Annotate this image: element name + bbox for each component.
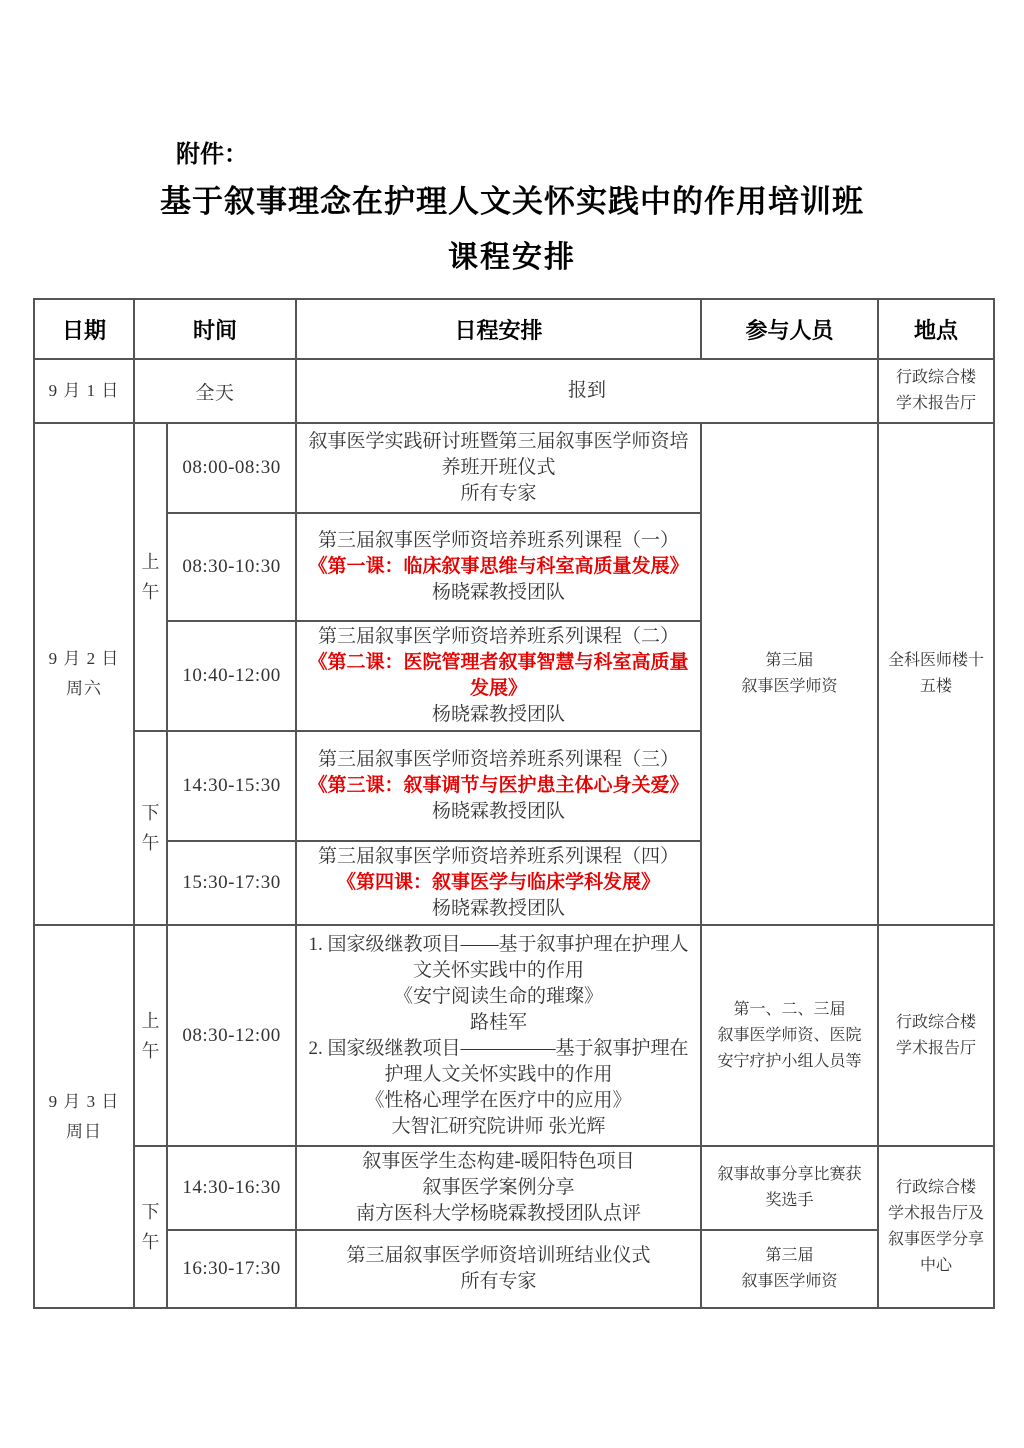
schedule-line: 大智汇研究院讲师 张光辉 [391, 1115, 606, 1137]
cell-schedule [296, 513, 701, 621]
cell-schedule [296, 621, 701, 731]
schedule-line-course-title: 《第二课：医院管理者叙事智慧与科室高质量发展》 [308, 652, 689, 699]
row-sep3-3 [34, 1230, 994, 1308]
cell-am-sep3: 上午 [134, 925, 167, 1146]
cell-time: 15:30-17:30 [167, 841, 296, 925]
schedule-line-course-title: 《第四课：叙事医学与临床学科发展》 [337, 872, 661, 893]
participants-line: 奖选手 [765, 1192, 814, 1209]
location-line: 学术报告厅 [896, 395, 977, 412]
schedule-line: 南方医科大学杨晓霖教授团队点评 [356, 1203, 642, 1224]
cell-am-sep2: 上午 [134, 423, 167, 731]
cell-time: 14:30-16:30 [167, 1146, 296, 1230]
cell-date-sep3 [34, 925, 134, 1308]
location-line: 行政综合楼 [896, 369, 977, 386]
row-sep2-1 [34, 423, 994, 513]
cell-time: 08:00-08:30 [167, 423, 296, 513]
cell-pm-sep2: 下午 [134, 731, 167, 925]
header-schedule: 日程安排 [296, 299, 701, 359]
cell-schedule [296, 731, 701, 841]
location-line: 叙事医学分享 [888, 1231, 985, 1248]
schedule-line: 第三届叙事医学师资培养班系列课程（三） [318, 749, 680, 770]
page-subtitle: 课程安排 [448, 241, 576, 274]
schedule-line: 1. 国家级继教项目——基于叙事护理在护理人文关怀实践中的作用 [308, 933, 689, 981]
cell-time: 16:30-17:30 [167, 1230, 296, 1308]
cell-participants [701, 1230, 878, 1308]
cell-location-sep3-pm [878, 1146, 994, 1308]
schedule-line: 杨晓霖教授团队 [432, 898, 566, 919]
attachment-label: 附件： [176, 141, 248, 168]
schedule-line-course-title: 《第三课：叙事调节与医护患主体心身关爱》 [308, 775, 689, 796]
schedule-line: 叙事医学实践研讨班暨第三届叙事医学师资培养班开班仪式 [308, 431, 689, 478]
date-line: 周日 [66, 1121, 102, 1141]
cell-schedule [296, 1146, 701, 1230]
schedule-line: 2. 国家级继教项目—————基于叙事护理在护理人文关怀实践中的作用 [308, 1037, 689, 1085]
cell-schedule [296, 1230, 701, 1308]
schedule-line: 杨晓霖教授团队 [432, 704, 566, 725]
location-line: 行政综合楼 [896, 1013, 977, 1031]
schedule-line: 杨晓霖教授团队 [432, 801, 566, 822]
page-title: 基于叙事理念在护理人文关怀实践中的作用培训班 [160, 184, 864, 219]
participants-line: 叙事医学师资、医院 [717, 1026, 862, 1044]
cell-pm-sep3: 下午 [134, 1146, 167, 1308]
cell-date-sep2 [34, 423, 134, 925]
schedule-line: 路桂军 [470, 1011, 528, 1033]
cell-schedule [296, 925, 701, 1146]
cell-time-sep1: 全天 [134, 359, 296, 423]
header-time: 时间 [134, 299, 296, 359]
date-line: 周六 [66, 679, 102, 698]
cell-schedule [296, 423, 701, 513]
cell-time: 10:40-12:00 [167, 621, 296, 731]
schedule-line: 所有专家 [460, 1271, 537, 1292]
date-line: 9 月 3 日 [48, 1091, 120, 1111]
location-line: 中心 [920, 1257, 953, 1274]
schedule-line: 《安宁阅读生命的璀璨》 [394, 985, 604, 1007]
schedule-table [33, 298, 995, 1309]
schedule-line: 《性格心理学在医疗中的应用》 [365, 1089, 632, 1111]
cell-time: 14:30-15:30 [167, 731, 296, 841]
participants-line: 安宁疗护小组人员等 [717, 1052, 862, 1070]
schedule-line: 第三届叙事医学师资培养班系列课程（一） [318, 530, 680, 551]
schedule-line: 第三届叙事医学师资培训班结业仪式 [346, 1245, 651, 1266]
participants-line: 第三届 [765, 652, 814, 669]
schedule-line: 第三届叙事医学师资培养班系列课程（四） [318, 846, 680, 867]
header-participants: 参与人员 [701, 299, 878, 359]
cell-schedule [296, 841, 701, 925]
row-sep3-1 [34, 925, 994, 1146]
participants-line: 叙事医学师资 [741, 678, 838, 695]
header-date: 日期 [34, 299, 134, 359]
location-line: 行政综合楼 [896, 1179, 977, 1196]
cell-location-sep2: 全科医师楼十五楼 [878, 423, 994, 925]
cell-time: 08:30-10:30 [167, 513, 296, 621]
schedule-line: 第三届叙事医学师资培养班系列课程（二） [318, 626, 680, 647]
schedule-line: 所有专家 [460, 483, 537, 504]
location-line: 学术报告厅 [896, 1039, 977, 1057]
schedule-line-course-title: 《第一课：临床叙事思维与科室高质量发展》 [308, 556, 689, 577]
participants-line: 叙事医学师资 [741, 1273, 838, 1290]
cell-participants [701, 1146, 878, 1230]
cell-schedule-sep1: 报到 [296, 359, 878, 423]
location-line: 学术报告厅及 [888, 1205, 985, 1222]
participants-line: 第一、二、三届 [733, 1000, 846, 1018]
cell-participants-sep2 [701, 423, 878, 925]
schedule-line: 叙事医学案例分享 [422, 1177, 575, 1198]
cell-location-sep1 [878, 359, 994, 423]
cell-location [878, 925, 994, 1146]
participants-line: 第三届 [765, 1247, 814, 1264]
participants-line: 叙事故事分享比赛获 [717, 1166, 862, 1183]
cell-participants [701, 925, 878, 1146]
schedule-line: 杨晓霖教授团队 [432, 582, 566, 603]
schedule-line: 叙事医学生态构建-暖阳特色项目 [362, 1151, 635, 1172]
table-header-row [34, 299, 994, 359]
row-sep1 [34, 359, 994, 423]
header-location: 地点 [878, 299, 994, 359]
cell-time: 08:30-12:00 [167, 925, 296, 1146]
cell-date-sep1: 9 月 1 日 [34, 359, 134, 423]
date-line: 9 月 2 日 [48, 649, 120, 668]
row-sep3-2 [34, 1146, 994, 1230]
